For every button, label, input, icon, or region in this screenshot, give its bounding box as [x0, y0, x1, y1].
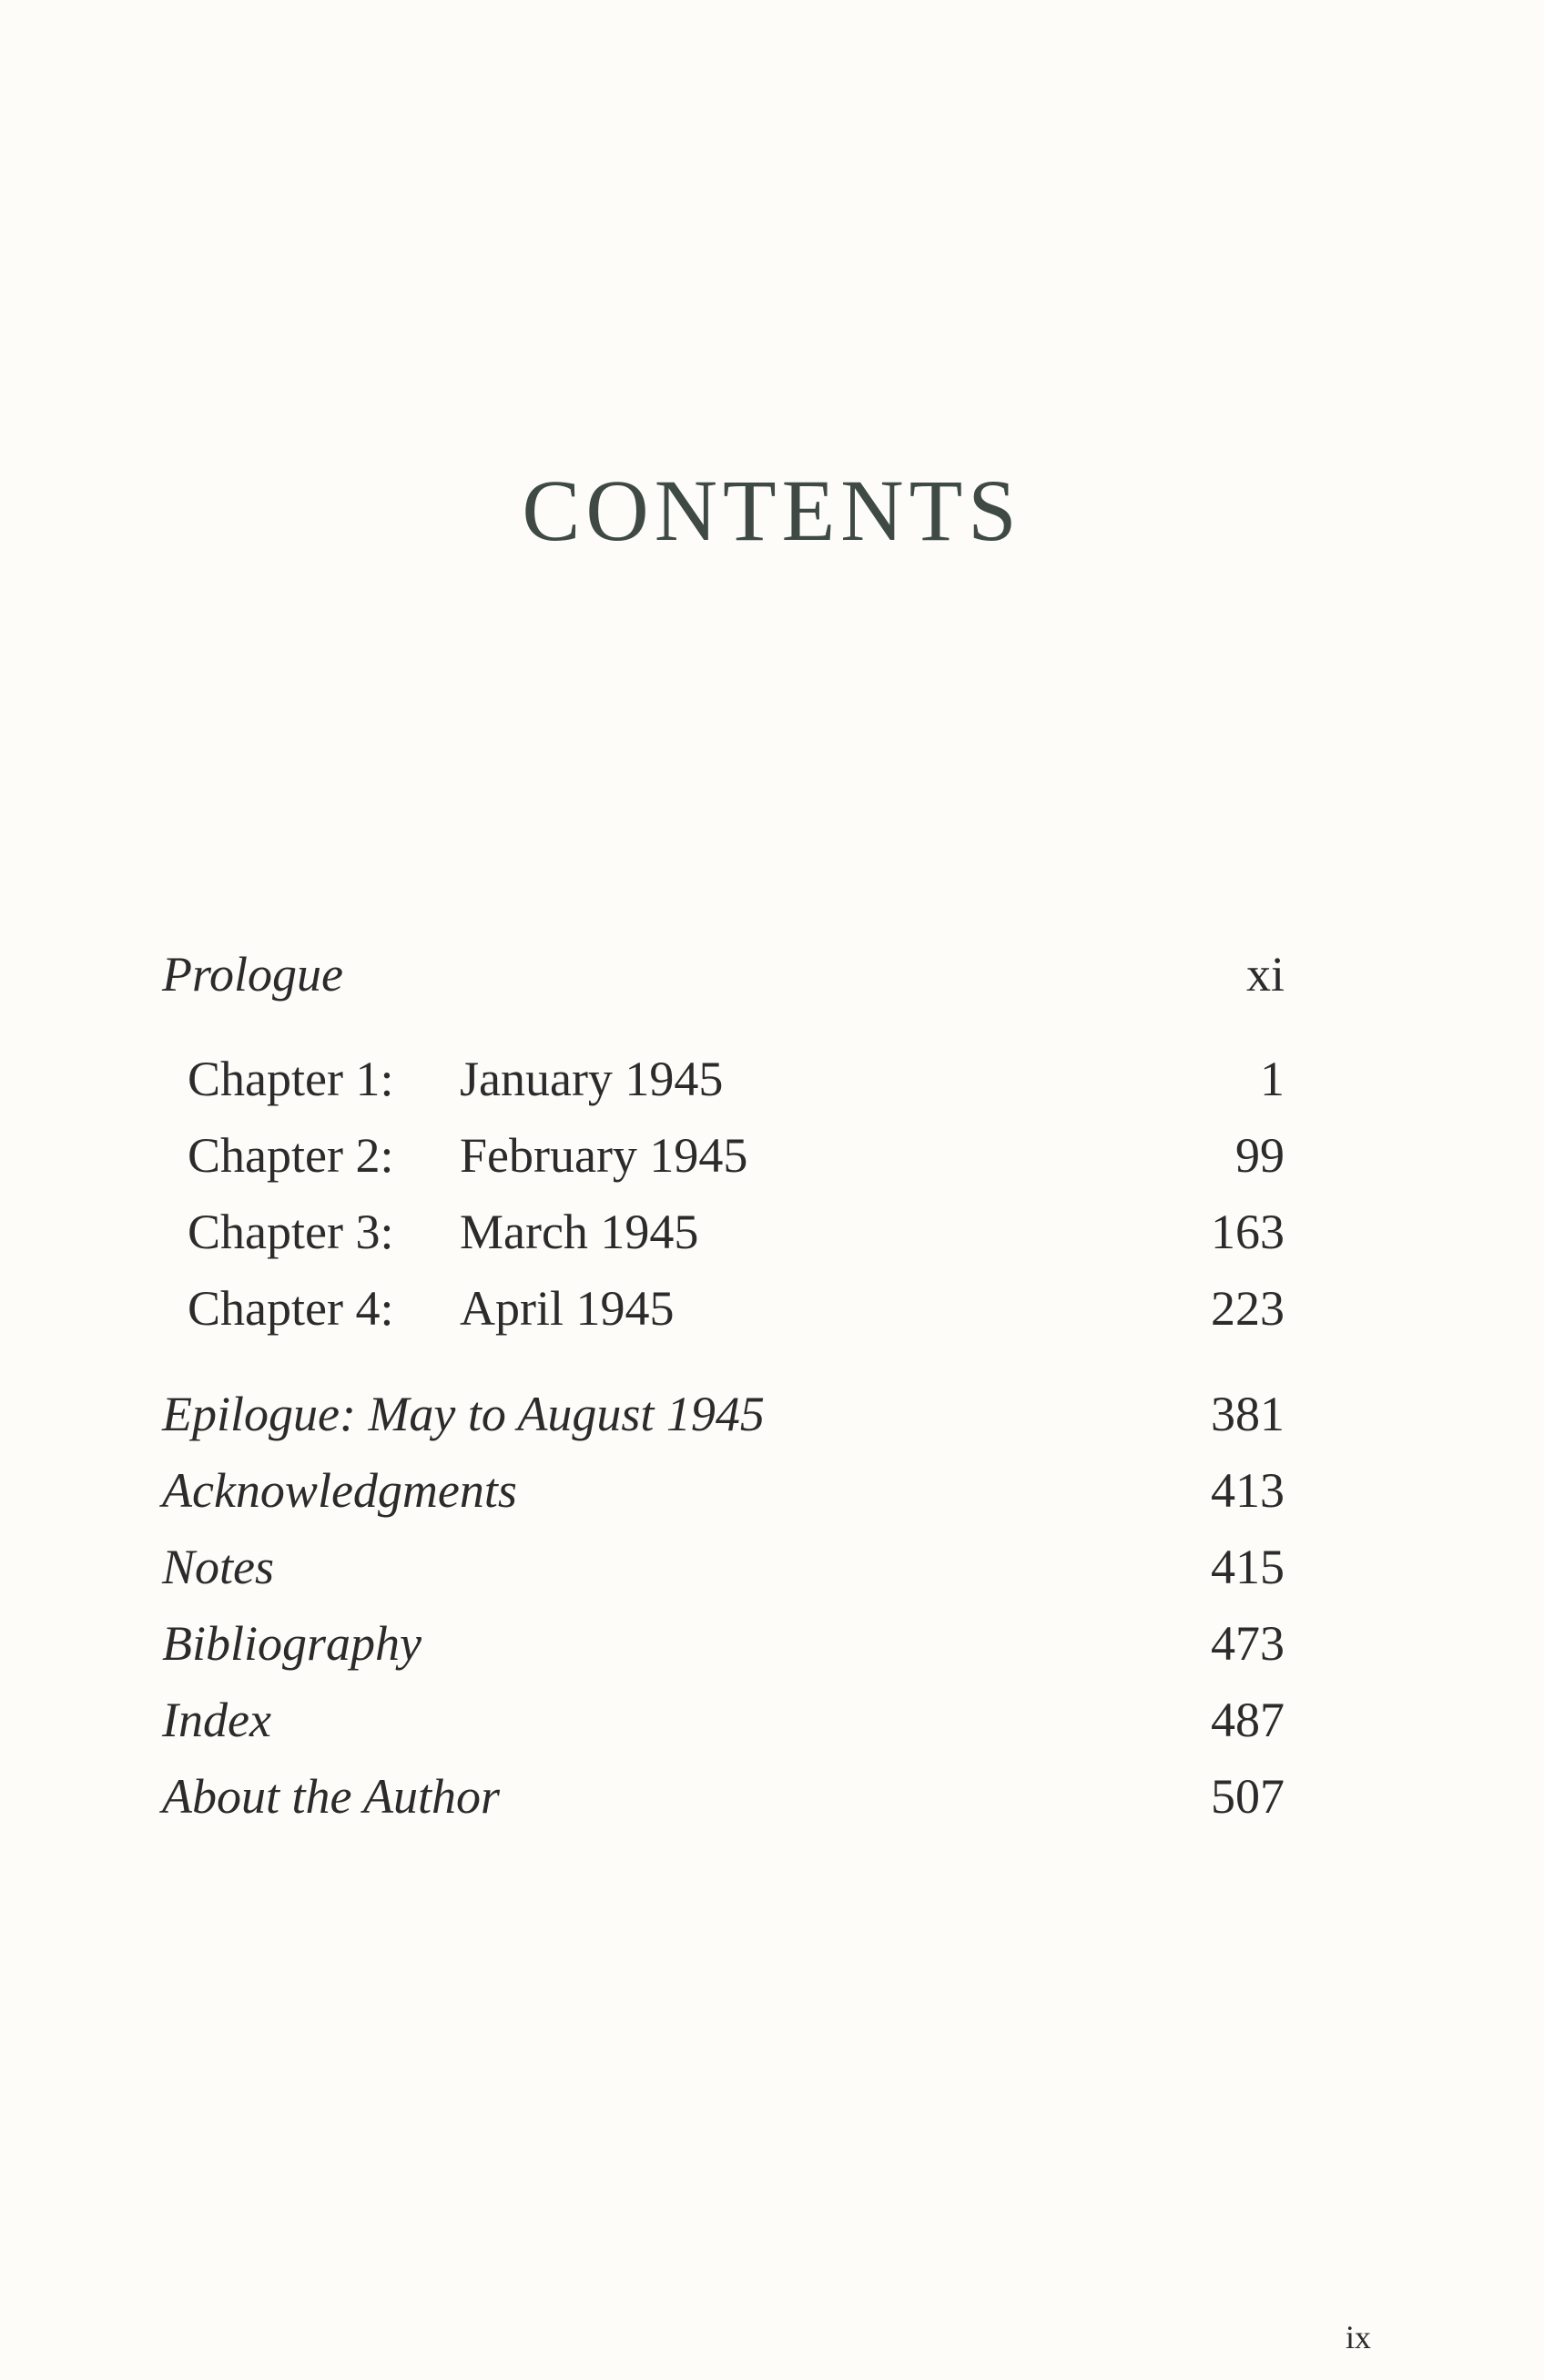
toc-chapter-4	[0, 1272, 1544, 1345]
toc-entry-label: Acknowledgments	[162, 1463, 517, 1518]
toc-entry-label: Prologue	[162, 947, 343, 1002]
chapter-number: Chapter 1:	[188, 1052, 394, 1106]
chapter-number: Chapter 4:	[188, 1281, 394, 1336]
chapter-page: 163	[1211, 1205, 1285, 1259]
toc-entry-prologue	[0, 938, 1544, 1011]
chapter-title: March 1945	[460, 1205, 699, 1259]
toc-chapter-3	[0, 1195, 1544, 1268]
toc-entry-page: 507	[1211, 1769, 1285, 1824]
chapter-page: 223	[1211, 1281, 1285, 1336]
page-title: CONTENTS	[522, 462, 1022, 559]
chapter-title: April 1945	[460, 1281, 675, 1336]
toc-entry-page: 381	[1211, 1387, 1285, 1441]
chapter-title: January 1945	[460, 1052, 724, 1106]
toc-entry-page: 415	[1211, 1540, 1285, 1594]
toc-chapter-1	[0, 1043, 1544, 1115]
toc-entry-index	[0, 1683, 1544, 1756]
toc-entry-label: Bibliography	[162, 1616, 422, 1671]
toc-entry-page: 473	[1211, 1616, 1285, 1671]
chapter-page: 99	[1235, 1128, 1285, 1183]
chapter-number: Chapter 2:	[188, 1128, 394, 1183]
toc-entry-page: xi	[1245, 947, 1285, 1002]
chapter-title: February 1945	[460, 1128, 748, 1183]
toc-entry-page: 413	[1211, 1463, 1285, 1518]
toc-chapter-2	[0, 1119, 1544, 1192]
toc-entry-epilogue	[0, 1378, 1544, 1450]
toc-entry-label: Epilogue: May to August 1945	[162, 1387, 765, 1441]
chapter-page: 1	[1260, 1052, 1285, 1106]
toc-entry-page: 487	[1211, 1693, 1285, 1747]
toc-entry-acknowledgments	[0, 1454, 1544, 1527]
toc-entry-label: About the Author	[162, 1769, 500, 1824]
chapter-number: Chapter 3:	[188, 1205, 394, 1259]
toc-entry-about-the-author	[0, 1760, 1544, 1833]
toc-entry-label: Index	[162, 1693, 271, 1747]
toc-entry-notes	[0, 1531, 1544, 1603]
toc-entry-bibliography	[0, 1607, 1544, 1680]
page-number: ix	[1345, 2319, 1371, 2355]
toc-entry-label: Notes	[162, 1540, 275, 1594]
